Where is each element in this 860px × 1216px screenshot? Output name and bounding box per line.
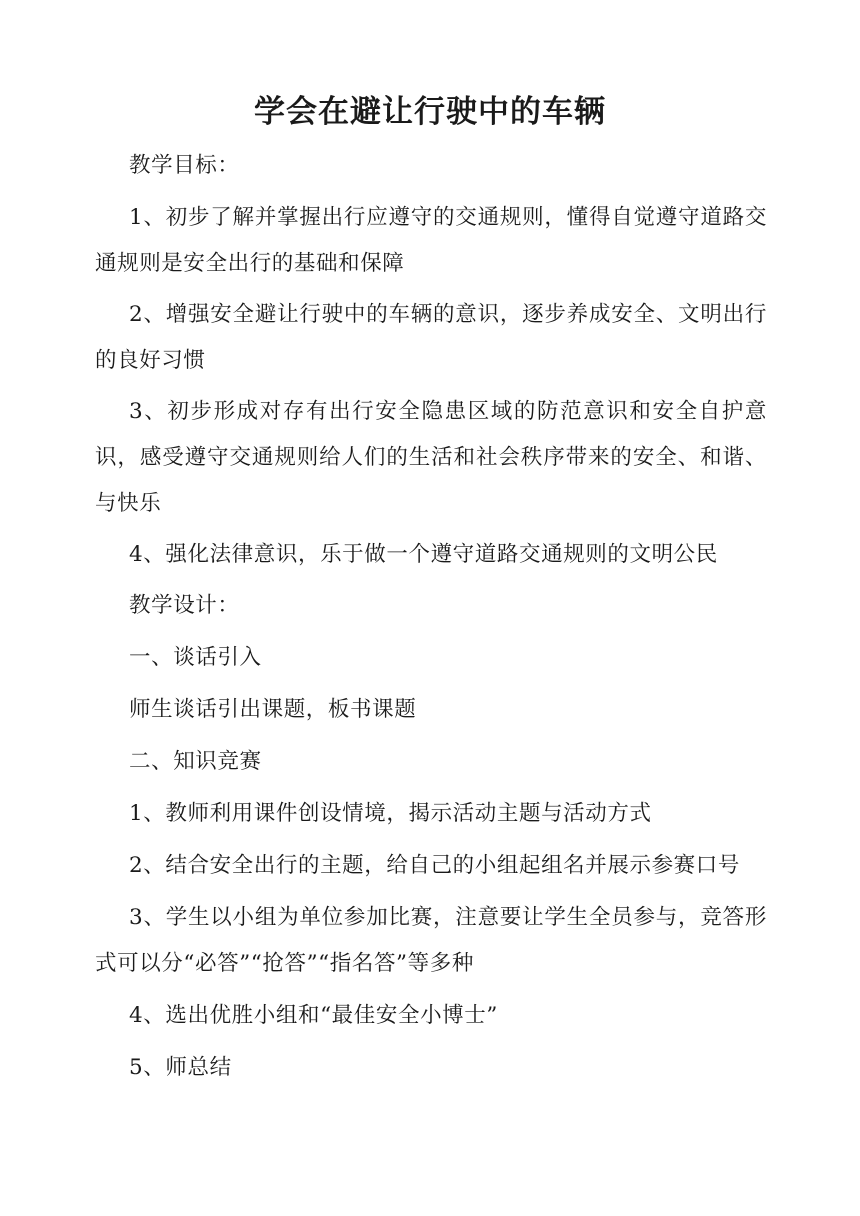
paragraph-goal-4: 4、强化法律意识，乐于做一个遵守道路交通规则的文明公民	[129, 542, 718, 567]
paragraph-step-2: 2、结合安全出行的主题，给自己的小组起组名并展示参赛口号	[129, 853, 740, 878]
document-title: 学会在避让行驶中的车辆	[254, 94, 606, 130]
paragraph-goal-3: 3、初步形成对存有出行安全隐患区域的防范意识和安全自护意识，感受遵守交通规则给人们的生活和社会秩序带来的安全、和谐、与快乐	[95, 399, 767, 516]
paragraph-section-1-heading: 一、谈话引入	[129, 645, 262, 670]
paragraph-step-4: 4、选出优胜小组和“最佳安全小博士”	[129, 1003, 498, 1028]
paragraph-section-2-heading: 二、知识竞赛	[129, 749, 262, 774]
paragraph-teaching-goals-heading: 教学目标：	[129, 153, 240, 178]
paragraph-step-5: 5、师总结	[129, 1055, 232, 1080]
paragraph-step-1: 1、教师利用课件创设情境，揭示活动主题与活动方式	[129, 801, 652, 826]
paragraph-teaching-design-heading: 教学设计：	[129, 593, 240, 618]
paragraph-goal-2: 2、增强安全避让行驶中的车辆的意识，逐步养成安全、文明出行的良好习惯	[95, 302, 767, 373]
paragraph-step-3: 3、学生以小组为单位参加比赛，注意要让学生全员参与，竞答形式可以分“必答”“抢答”“指名答”等多种	[95, 905, 767, 976]
paragraph-goal-1: 1、初步了解并掌握出行应遵守的交通规则，懂得自觉遵守道路交通规则是安全出行的基础和保障	[95, 205, 767, 276]
paragraph-section-1-text: 师生谈话引出课题，板书课题	[129, 697, 417, 722]
